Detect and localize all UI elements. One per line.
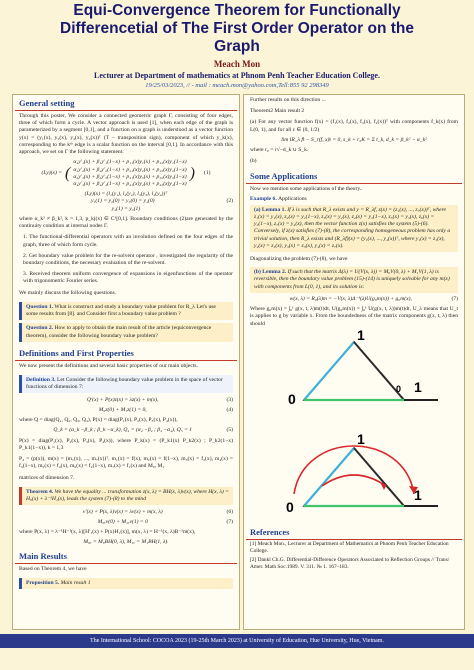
graph-2-label-top: 1: [357, 430, 365, 447]
author-name: Meach Mon: [213, 59, 261, 69]
poster-footer: The International School: COCOA 2023 (19-25th March 2023) at University of Education, Hue University, Hue, Vietnam.: [0, 634, 474, 648]
lemma-1-label: (a) Lemma 1.: [254, 206, 286, 213]
contact-line: 19/25/03/2023, // - mail : meach.mon@yahoo.com,Tell:855 92 298349: [145, 82, 329, 89]
example-6-label: Example 6.: [250, 195, 277, 202]
equation-5-number: (5): [226, 427, 233, 434]
theorem-4-where: where P(x, λ) = λ⁻¹H⁻¹(x, λ)[H′₁(x) + P(x)H₁(x)], m(x, λ) = H⁻¹(x, λ)B⁻¹m(x),: [19, 528, 196, 535]
general-paragraph-2: where α_k² ≠ β_k², k = 1,3, p_kj(x) ∈ C¹[0,1]. Boundary conditions (2)are generated by the continuity condition at internal nodes Γ.: [19, 216, 233, 230]
theorem-2-item-b: (b): [250, 158, 257, 165]
equation-2-line-2: [19, 198, 233, 205]
equation-4-number: (4): [226, 406, 233, 413]
proposition-5-text: Main result 1: [60, 579, 91, 586]
equation-6-number: (6): [226, 509, 233, 516]
equation-4: [13, 406, 239, 415]
right-column: [243, 94, 465, 630]
equation-1-row-4: α₄y′₄(x) + β₄y′₄(1−x) + p₄₁(x)y₄(x) + p₄₂(x)y₄(1−x): [73, 181, 187, 188]
equation-1: [13, 158, 239, 190]
equation-5: [13, 426, 239, 435]
bullet-3: 3. Received theorem uniform convergence of expansions in eigenfunctions of the operator with trigonometric Fourier series.: [23, 271, 233, 285]
graph-1-edge-left: [304, 342, 354, 400]
equation-2-line-2-text: y₁(1) = y₂(0) = y₃(0) = y₄(0): [90, 198, 155, 205]
bullet-1: 1. The functional-differential operators with an involution defined on the four edges of the graph, three of which form cycle.: [23, 234, 233, 248]
graph-1-triangle-outline: [304, 342, 404, 400]
title-line-1: Equi-Convergence Theorem for Functionally: [73, 2, 401, 19]
equation-2-line-3: y₂(1) = y₃(1): [111, 205, 141, 212]
questions-intro: We mainly discuss the following questions.: [19, 289, 117, 296]
equation-7-number: (7): [226, 518, 233, 525]
theorem-2-item-a: (a) For any vector function f(x) = (f₁(x), f₂(x), f₃(x), f₄(x))ᵀ with components f_k(x) from L(0, 1), and for all ε ∈ (0, 1/2): [250, 119, 458, 133]
equation-3-number: (3): [226, 397, 233, 404]
graph-2-label-right: 1: [414, 486, 422, 503]
reference-2: [2] Dankl Ch.G. Differential-Difference Operators Associated to Reflection Groups // Trans/ Amer. Math Soc.1989. V. 311. № 1. 167–183.: [250, 556, 450, 570]
title-line-3: Graph: [214, 38, 260, 55]
theorem-4-box: [19, 487, 233, 505]
equation-1-row-1: α₁y′₁(x) + β₁y′₁(1−x) + p₁₁(x)y₁(x) + p₁₂(x)y₁(1−x): [73, 159, 187, 166]
affiliation: Lecturer at Department of mathematics at Phnom Penh Teacher Education College.: [94, 71, 380, 80]
equation-5-text: Q_k = (α_k −β_k ; β_k −α_k), Q₄ = (α₄ −β₄ ; β₄ −α₄), Q₅ = 1: [53, 427, 193, 434]
graph-diagram-1: [264, 330, 444, 410]
equation-6: [13, 508, 239, 517]
example-6-text: Applications: [278, 195, 307, 202]
graph-1-label-right: 1: [414, 378, 422, 395]
applications-intro: Now we mention some applications of the theory..: [250, 185, 363, 192]
section-title-general: General setting: [15, 95, 237, 111]
question-2-box: [19, 323, 233, 341]
proposition-5-box: [19, 578, 233, 589]
section-title-references: References: [246, 524, 462, 540]
equation-1-row-2: α₂y′₂(x) + β₂y′₂(1−x) + p₂₁(x)y₂(x) + p₂₂(x)y₂(1−x): [73, 166, 187, 173]
section-title-definitions: Definitions and First Properties: [15, 345, 237, 361]
poster-header: [0, 0, 474, 92]
lemma-2-label: (b) Lemma 2.: [254, 269, 287, 276]
reference-1: [1] Meach Mon., Lecturer at Department of Mathematics at Phnom Penh Teacher Education College.: [250, 540, 449, 554]
graph-2-red-arc-inner: [322, 475, 386, 486]
question-2-label: Question 2.: [26, 325, 54, 332]
definition-3-m: P₄ = (p(x)), m(x) = (m₁(x), ..., m₇(x))ᵀ, m₁(x) = f(x), m₂(x) = f(1−x), m₃(x) = f₂(x), m₄(x) = f₃(1−x), m₅(x) = f₄(x), m₆(x) = f₄(1−x), m₇(x) = f₁(x) and M₀, M₁: [19, 456, 233, 470]
graph-2-label-left: 0: [286, 498, 294, 515]
graph-diagram-2: [264, 424, 444, 518]
definition-3-p: P(x) = diag(P₁(x), P₂(x), P₃(x), P₄(x)), where P_k(x) = (P_k1(x) P_k2(x) ; P_k2(1−x) P_k1(1−x)), k = 1,3: [19, 437, 233, 451]
definitions-intro: We now present the definitions and several basic properties of our main objects.: [19, 362, 198, 369]
graph-2-edge-right: [354, 448, 404, 506]
graph-2-edge-left: [304, 448, 354, 506]
left-column: [12, 94, 240, 630]
lemma-1-box: [250, 205, 458, 252]
theorem-4-text: We have the equality ... transformation z(x, λ) = BH(x, λ)v(x), where H(x, λ) = H₀(x) + λ⁻¹H₁(x), leads the system (7)-(8) to the mind: [26, 488, 229, 502]
proposition-5-label: Proposition 5.: [26, 579, 60, 586]
equation-2-number: (2): [226, 198, 233, 205]
theorem-2-limit: lim ‖R_λ f‖ − S_r(f, x)‖ = 0, s_k + r₀K = Σ t_k, d_k = β_k² − α_k²: [281, 136, 427, 143]
equation-1-lhs: (Ly)(x) =: [41, 170, 63, 177]
equation-1-brace-open: (: [65, 165, 71, 183]
graph-1-label-top: 1: [357, 329, 365, 343]
equation-7: [13, 518, 239, 527]
theorem-4-matrices: M₀ₓ = M₀BH(0, λ), M₁ₓ = M₁BH(1, λ).: [83, 539, 169, 546]
equation-1-brace-close: ): [189, 165, 195, 183]
results-intro: Based on Theorem 4, we have: [19, 565, 87, 572]
general-paragraph-1: Through this poster, We consider a connected geometric graph Γ, consisting of four edges, three of which form a cycle. A vector approach is used [1], when each edge of the graph is parameterized by a segment [0,1], and a function on a graph is understood as a vector function y(x) = (y₁(x), y₂(x), y₃(x), y₄(x))ᵀ (T – transposition sign), component of which y_k(x), corresponding to the kᵗʰ edge is a scalar function on the interval [0,1]. In accordance with this approach, we set on Γ the following statement:: [19, 113, 233, 156]
equation-6-text: v′(x) + P(x, λ)v(x) = λv(x) + m(x, λ): [82, 509, 163, 516]
definition-3-label: Definition 3.: [26, 376, 56, 383]
equation-3: [13, 396, 239, 405]
section-title-results: Main Results: [15, 548, 237, 564]
equation-7-text: M₀ₓv(0) + M₁ₓv(1) = 0: [97, 518, 148, 525]
definition-3-box: [19, 375, 233, 393]
lemma-2-text: If such that the matrix Δ(λ) = U(V(x, λ)) = M₀V(0, λ) + M₁V(1, λ) is reversible, then the boundary value problem (15)-(14) is uniquely solvable for any m(x) with components from L(0, 1), and its solution is:: [254, 269, 450, 290]
further-results: Further results on this direction ...: [250, 97, 326, 103]
bullet-2: 2. Get boundary value problem for the re-solvent operator , investigated the regularity of the boundary conditions, the necessary evaluation of the re-solvent.: [23, 252, 233, 267]
graph-1-label-mid: 0: [396, 383, 402, 394]
lemma-2-equation: [244, 295, 464, 304]
definition-3-end: matrices of dimension 7.: [19, 474, 75, 481]
example-6-heading: [244, 195, 464, 203]
question-1-box: [19, 302, 233, 320]
lemma-1-text: If λ is such that R_λ exists and y = R_λf, z(x) = (z₁(x), ..., z₇(x))ᵀ, where z₁(x) = y₁(x), z₂(x) = y₁(1−x), z₃(x) = y₂(x), z₄(x) = y₂(1−x), z₅(x) = y₃(x), z₆(x) = y₃(1−x), z₇(x) = y₄(x), then the vector function z(x) satisfies the system (5)-(6). Conversely, if z(x) satisfies (7)-(8), the corresponding homogeneous problem has only a trivial solution, then R_λ exists and (R_λf)(x) = (y₁(x), ..., y₄(x))ᵀ, where y₁(x) = z₁(x), y₂(x) = z₃(x), y₃(x) = z₅(x), y₄(x) = z₇(x).: [254, 206, 451, 249]
question-1-label: Question 1.: [26, 303, 54, 310]
definition-3-where: where Q = diag(Q₁, Q₂, Q₃, Q₄), P(x) = diag(P₁(x), P₂(x), P₃(x), P₄(x)),: [19, 417, 178, 424]
lemma-2-equation-text: w(x, λ) = R₀(λ)m = −V(x, λ)Δ⁻¹(λ)U(g₀m(x)) + g₀m(x),: [289, 295, 412, 302]
equation-4-text: M₀z(0) + M₁z(1) = 0,: [98, 406, 147, 413]
title-line-2: Differencetial of The First Order Operator on the: [60, 20, 414, 37]
question-1-text: What is construct and study a boundary value problem for R_λ Let's use some results from [8]. and Consider first a boundary value problem ?: [26, 303, 216, 318]
section-title-applications: Some Applications: [246, 168, 462, 184]
diagonalizing-text: Diagonalizing the problem (7)-(8), we have: [250, 256, 348, 263]
lemma-2-where: Where g₀m(x) = ∫₀¹ g(x, t, λ)m(t)dt, U(g₀m(x)) = ∫₀¹ U(g(x, t, λ))m(t)dt, U_λ means that U_t is applies to g by variable x. From the boundedness of the matrix components g(x, t, λ) then should: [250, 306, 458, 327]
question-2-text: How to apply to obtain the main result of the article (equiconvergence theorem), consider the following boundary value problem?: [26, 325, 212, 339]
graph-2-triangle-outline: [304, 448, 404, 506]
equation-1-rows: [73, 159, 186, 189]
lemma-2-equation-number: (7): [451, 295, 458, 302]
definition-3-text: Let Consider the following boundary value problem in the space of vector functions of dimension 7:: [26, 376, 223, 391]
graph-1-label-left: 0: [288, 390, 296, 407]
equation-1-number: (1): [203, 170, 211, 177]
equation-1-row-3: α₃y′₃(x) + β₃y′₃(1−x) + p₃₁(x)y₃(x) + p₃₂(x)y₃(1−x): [73, 174, 187, 181]
equation-2-line-1: (Ly)(x) = (l₁(y₁), l₂(y₂), l₃(y₃), l₄(y₄))ᵀ: [84, 190, 168, 197]
theorem-2-item-a-where: where r₀ = r√−d_k ∪ S_k.: [250, 147, 309, 154]
graph-2-red-arc-outer: [294, 446, 414, 494]
theorem-4-label: Theorem 4.: [26, 488, 54, 495]
theorem-2-label: Theorem2 Main result 2: [250, 108, 305, 115]
equation-3-text: Q′(x) + P(x)z(x) = λz(x) + m(x),: [86, 397, 159, 404]
poster-title: [0, 0, 474, 56]
lemma-2-box: [250, 267, 458, 293]
equation-2: [13, 190, 239, 214]
